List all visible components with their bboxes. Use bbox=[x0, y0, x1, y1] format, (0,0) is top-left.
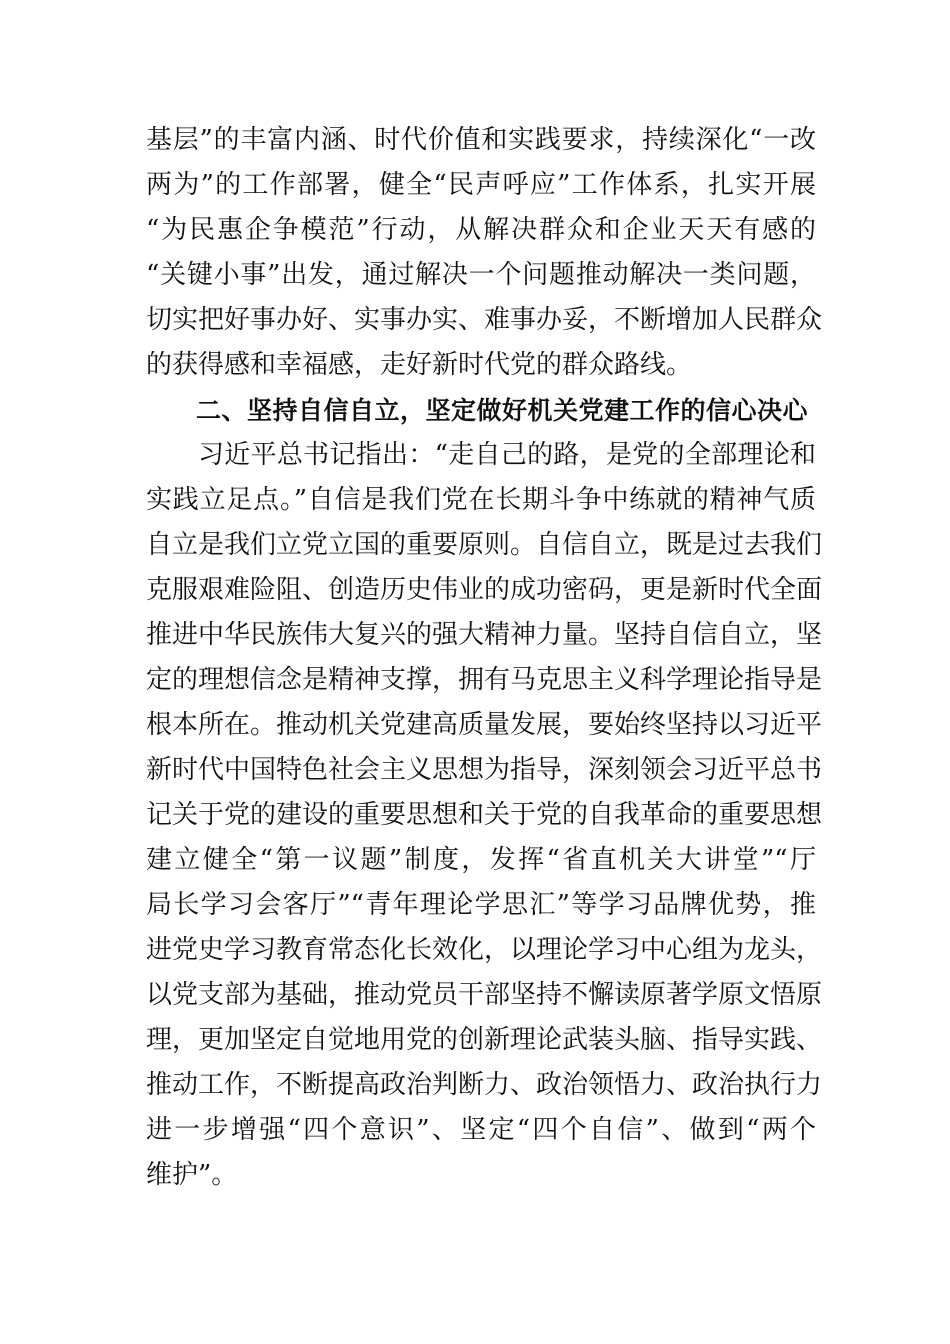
text-line: 两为”的工作部署，健全“民声呼应”工作体系，扎实开展 bbox=[146, 170, 816, 200]
text-line: 维护”。 bbox=[146, 1160, 238, 1190]
section-heading: 二、坚持自信自立，坚定做好机关党建工作的信心决心 bbox=[196, 396, 809, 425]
paragraph-2 bbox=[146, 433, 823, 1198]
text-line: 根本所在。推动机关党建高质量发展，要始终坚持以习近平 bbox=[146, 710, 823, 740]
text-line: 局长学习会客厅”“青年理论学思汇”等学习品牌优势，推 bbox=[146, 890, 816, 920]
text-line: 建立健全“第一议题”制度，发挥“省直机关大讲堂”“厅 bbox=[146, 845, 816, 875]
text-line: 切实把好事办好、实事办实、难事办妥，不断增加人民群众 bbox=[146, 305, 823, 335]
text-line: 进党史学习教育常态化长效化，以理论学习中心组为龙头， bbox=[146, 935, 823, 965]
text-line: “为民惠企争模范”行动，从解决群众和企业天天有感的 bbox=[146, 215, 816, 245]
text-line: “关键小事”出发，通过解决一个问题推动解决一类问题， bbox=[146, 260, 816, 290]
text-line: 实践立足点。”自信是我们党在长期斗争中练就的精神气质 bbox=[146, 485, 816, 515]
document-body bbox=[146, 118, 823, 1198]
text-line: 的获得感和幸福感，走好新时代党的群众路线。 bbox=[146, 350, 693, 380]
text-line: 习近平总书记指出：“走自己的路，是党的全部理论和 bbox=[198, 440, 816, 470]
text-line: 推动工作，不断提高政治判断力、政治领悟力、政治执行力 bbox=[146, 1070, 823, 1100]
text-line: 克服艰难险阻、创造历史伟业的成功密码，更是新时代全面 bbox=[146, 575, 823, 605]
text-line: 定的理想信念是精神支撑，拥有马克思主义科学理论指导是 bbox=[146, 665, 823, 695]
text-line: 记关于党的建设的重要思想和关于党的自我革命的重要思想 bbox=[146, 800, 823, 830]
text-line: 进一步增强“四个意识”、坚定“四个自信”、做到“两个 bbox=[146, 1115, 816, 1145]
text-line: 以党支部为基础，推动党员干部坚持不懈读原著学原文悟原 bbox=[146, 980, 823, 1010]
text-line: 新时代中国特色社会主义思想为指导，深刻领会习近平总书 bbox=[146, 755, 823, 785]
text-line: 基层”的丰富内涵、时代价值和实践要求，持续深化“一改 bbox=[146, 125, 816, 155]
text-line: 推进中华民族伟大复兴的强大精神力量。坚持自信自立，坚 bbox=[146, 620, 823, 650]
text-line: 理，更加坚定自觉地用党的创新理论武装头脑、指导实践、 bbox=[146, 1025, 823, 1055]
text-line: 自立是我们立党立国的重要原则。自信自立，既是过去我们 bbox=[146, 530, 823, 560]
paragraph-1 bbox=[146, 118, 823, 388]
